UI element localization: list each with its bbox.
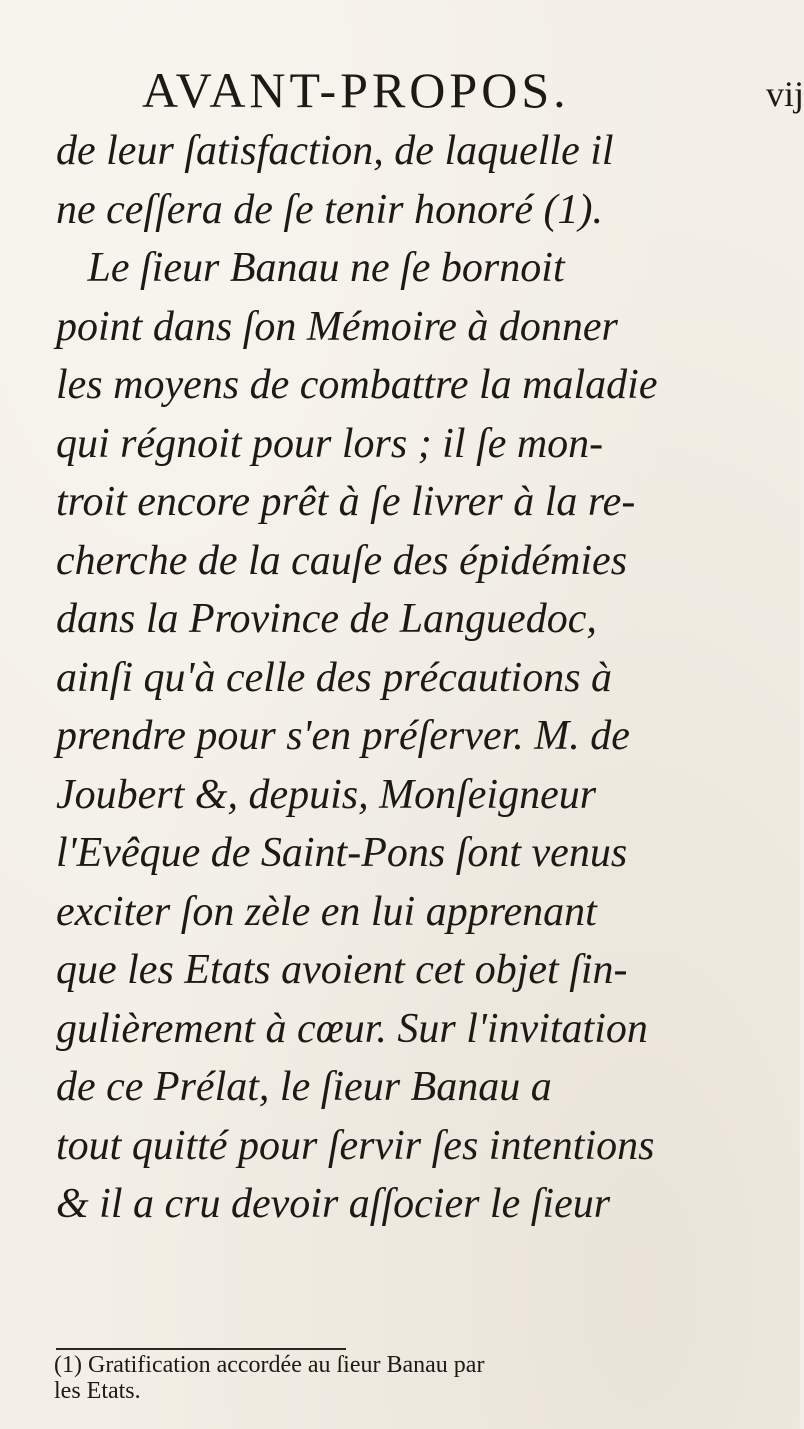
running-head — [142, 60, 804, 120]
body-text — [56, 122, 766, 1234]
footnote-line: (1) Gratification accordée au ſieur Banau par — [54, 1352, 485, 1378]
text-line: prendre pour s'en préſerver. M. de — [56, 713, 630, 759]
text-line: tout quitté pour ſervir ſes intentions — [56, 1122, 655, 1169]
text-line: exciter ſon zèle en lui apprenant — [56, 888, 597, 935]
text-line: Joubert &, depuis, Monſeigneur — [56, 771, 597, 818]
text-line: dans la Province de Languedoc, — [56, 596, 597, 642]
running-title: AVANT-PROPOS. — [142, 62, 570, 118]
footnote-line: les Etats. — [54, 1378, 141, 1404]
footnote — [54, 1352, 774, 1404]
text-line: Le ſieur Banau ne ſe bornoit — [56, 245, 565, 291]
text-line: point dans ſon Mémoire à donner — [56, 303, 618, 350]
text-line: ne ceſſera de ſe tenir honoré (1). — [56, 186, 603, 233]
text-line: troit encore prêt à ſe livrer à la re- — [56, 479, 636, 525]
text-line: & il a cru devoir aſſocier le ſieur — [56, 1181, 611, 1227]
footnote-rule — [56, 1348, 346, 1350]
text-line: de ce Prélat, le ſieur Banau a — [56, 1064, 552, 1110]
text-line: de leur ſatisfaction, de laquelle il — [56, 128, 614, 174]
text-line: que les Etats avoient cet objet ſin- — [56, 947, 628, 993]
text-line: les moyens de combattre la maladie — [56, 362, 658, 408]
text-line: gulièrement à cœur. Sur l'invitation — [56, 1005, 648, 1052]
page-number: vij — [766, 74, 804, 114]
text-line: l'Evêque de Saint-Pons ſont venus — [56, 830, 628, 876]
text-line: ainſi qu'à celle des précautions à — [56, 654, 613, 701]
text-line: qui régnoit pour lors ; il ſe mon- — [56, 420, 604, 467]
text-line: cherche de la cauſe des épidémies — [56, 537, 628, 584]
